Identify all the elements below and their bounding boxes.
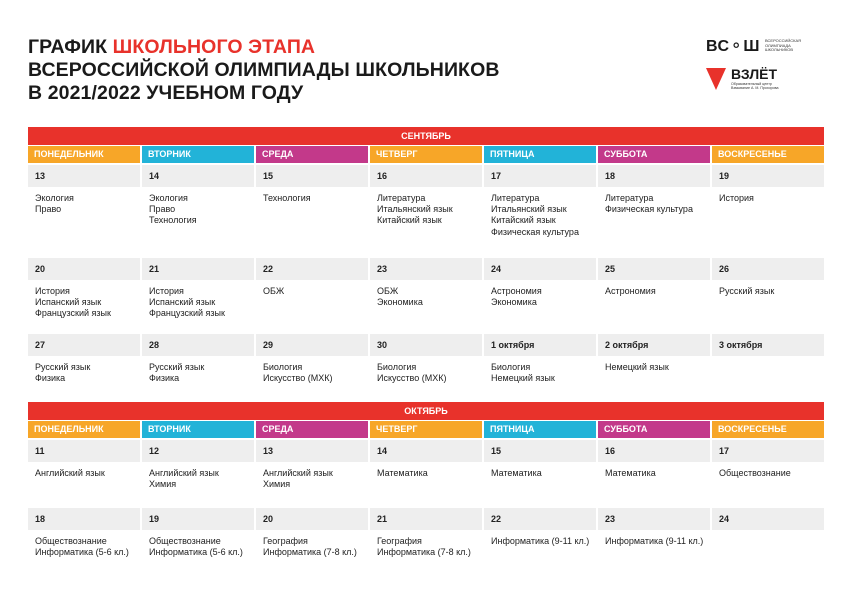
day-date: 28 [142, 334, 254, 356]
subject-item: ОБЖ [263, 286, 285, 296]
subject-item: Физика [149, 373, 180, 384]
subject-list [484, 530, 596, 547]
subject-item: Французский язык [149, 308, 225, 319]
week-row [28, 440, 824, 506]
subject-item: Английский язык [149, 468, 219, 478]
weekday-header: СРЕДА [256, 146, 368, 163]
subject-item: Экология [35, 193, 74, 203]
subject-item: Информатика (5-6 кл.) [35, 547, 129, 558]
subject-item: Обществознание [35, 536, 107, 546]
day-cell [370, 334, 482, 392]
subject-item: Право [149, 204, 176, 215]
subject-item: Китайский язык [377, 215, 442, 226]
subject-list [256, 187, 368, 204]
weekday-header-row [28, 146, 824, 163]
month-header: СЕНТЯБРЬ [28, 127, 824, 145]
day-cell [598, 165, 710, 256]
day-cell [28, 165, 140, 256]
vzlet-v-icon [706, 68, 726, 90]
page-title [28, 36, 500, 105]
subject-list [28, 530, 140, 558]
weekday-header: ВОСКРЕСЕНЬЕ [712, 421, 824, 438]
subject-list [142, 530, 254, 558]
subject-list [370, 462, 482, 479]
weekday-header: ВОСКРЕСЕНЬЕ [712, 146, 824, 163]
subject-item: Немецкий язык [605, 362, 669, 372]
subject-list [484, 356, 596, 384]
week-row [28, 258, 824, 332]
subject-item: Искусство (МХК) [377, 373, 447, 384]
title-line-3: В 2021/2022 УЧЕБНОМ ГОДУ [28, 82, 304, 104]
day-date: 13 [28, 165, 140, 187]
subject-item: Биология [491, 362, 531, 372]
vsosh-logo-mark: ВС⚬Ш [706, 38, 760, 55]
day-cell [256, 334, 368, 392]
day-cell [484, 440, 596, 506]
subject-item: Физическая культура [605, 204, 693, 215]
day-date: 25 [598, 258, 710, 280]
subject-item: Русский язык [149, 362, 205, 372]
day-date: 2 октября [598, 334, 710, 356]
subject-item: Испанский язык [149, 297, 216, 308]
day-date: 16 [370, 165, 482, 187]
subject-item: Биология [377, 362, 417, 372]
subject-item: Астрономия [605, 286, 656, 296]
subject-list [370, 530, 482, 558]
weekday-header: ВТОРНИК [142, 146, 254, 163]
day-date: 1 октября [484, 334, 596, 356]
week-row [28, 334, 824, 392]
day-date: 17 [712, 440, 824, 462]
subject-item: Русский язык [719, 286, 775, 296]
day-date: 29 [256, 334, 368, 356]
subject-list [712, 462, 824, 479]
title-line-2: ВСЕРОССИЙСКОЙ ОЛИМПИАДЫ ШКОЛЬНИКОВ [28, 59, 500, 81]
subject-item: Английский язык [263, 468, 333, 478]
day-date: 20 [28, 258, 140, 280]
day-cell [484, 258, 596, 332]
subject-list [256, 462, 368, 490]
subject-item: Экология [149, 193, 188, 203]
subject-list [598, 280, 710, 297]
day-cell [598, 258, 710, 332]
subject-item: Астрономия [491, 286, 542, 296]
vzlet-logo-mark: ВЗЛЁТ [731, 66, 778, 82]
subject-list [598, 462, 710, 479]
weekday-header: СУББОТА [598, 146, 710, 163]
weekday-header-row [28, 421, 824, 438]
day-cell [712, 440, 824, 506]
day-date: 11 [28, 440, 140, 462]
vzlet-logo [706, 67, 826, 90]
day-cell [28, 440, 140, 506]
subject-list [712, 356, 824, 362]
day-date: 22 [256, 258, 368, 280]
day-cell [142, 334, 254, 392]
day-date: 23 [370, 258, 482, 280]
subject-list [370, 356, 482, 384]
title-accent: ШКОЛЬНОГО ЭТАПА [112, 36, 316, 58]
weekday-header: СРЕДА [256, 421, 368, 438]
day-date: 30 [370, 334, 482, 356]
subject-list [484, 187, 596, 238]
subject-list [712, 530, 824, 536]
subject-list [484, 280, 596, 308]
day-date: 14 [370, 440, 482, 462]
subject-item: История [149, 286, 184, 296]
day-date: 27 [28, 334, 140, 356]
subject-item: История [35, 286, 70, 296]
subject-list [712, 280, 824, 297]
subject-list [370, 280, 482, 308]
subject-item: Информатика (9-11 кл.) [605, 536, 704, 546]
subject-item: История [719, 193, 754, 203]
subject-item: Химия [149, 479, 177, 490]
logos [706, 38, 826, 90]
day-cell [598, 508, 710, 566]
day-date: 18 [598, 165, 710, 187]
subject-item: Литература [377, 193, 426, 203]
month-header: ОКТЯБРЬ [28, 402, 824, 420]
subject-item: Искусство (МХК) [263, 373, 333, 384]
day-date: 12 [142, 440, 254, 462]
subject-list [142, 356, 254, 384]
day-date: 3 октября [712, 334, 824, 356]
vsosh-logo [706, 38, 826, 54]
subject-item: Математика [605, 468, 656, 478]
day-date: 24 [484, 258, 596, 280]
day-date: 21 [370, 508, 482, 530]
weekday-header: ПЯТНИЦА [484, 421, 596, 438]
day-date: 24 [712, 508, 824, 530]
subject-item: Экономика [491, 297, 537, 308]
day-cell [256, 440, 368, 506]
day-cell [598, 334, 710, 392]
day-cell [28, 334, 140, 392]
subject-item: Информатика (7-8 кл.) [377, 547, 471, 558]
day-cell [370, 258, 482, 332]
calendar-september [28, 127, 824, 392]
subject-list [370, 187, 482, 227]
subject-item: Итальянский язык [491, 204, 567, 215]
subject-item: Математика [377, 468, 428, 478]
subject-list [28, 187, 140, 215]
subject-item: Технология [263, 193, 311, 203]
subject-list [598, 356, 710, 373]
weekday-header: ЧЕТВЕРГ [370, 146, 482, 163]
day-date: 20 [256, 508, 368, 530]
subject-list [598, 530, 710, 547]
day-cell [598, 440, 710, 506]
subject-list [256, 356, 368, 384]
subject-item: Литература [605, 193, 654, 203]
day-cell [28, 258, 140, 332]
subject-list [28, 356, 140, 384]
day-cell [484, 334, 596, 392]
subject-list [484, 462, 596, 479]
day-cell [370, 165, 482, 256]
day-cell [370, 508, 482, 566]
subject-item: Технология [149, 215, 197, 226]
vsosh-logo-text: ВСЕРОССИЙСКАЯ ОЛИМПИАДА ШКОЛЬНИКОВ [764, 38, 802, 53]
day-date: 18 [28, 508, 140, 530]
subject-list [142, 187, 254, 227]
day-cell [712, 508, 824, 566]
day-date: 17 [484, 165, 596, 187]
day-date: 13 [256, 440, 368, 462]
day-date: 14 [142, 165, 254, 187]
subject-item: Русский язык [35, 362, 91, 372]
subject-item: Физическая культура [491, 226, 579, 237]
subject-item: Немецкий язык [491, 373, 555, 384]
subject-item: Информатика (7-8 кл.) [263, 547, 357, 558]
day-date: 23 [598, 508, 710, 530]
subject-item: ОБЖ [377, 286, 399, 296]
weekday-header: СУББОТА [598, 421, 710, 438]
day-date: 16 [598, 440, 710, 462]
subject-item: Обществознание [719, 468, 791, 478]
day-cell [142, 508, 254, 566]
weekday-header: ПЯТНИЦА [484, 146, 596, 163]
day-cell [712, 165, 824, 256]
weekday-header: ВТОРНИК [142, 421, 254, 438]
day-date: 26 [712, 258, 824, 280]
subject-item: Литература [491, 193, 540, 203]
day-cell [256, 165, 368, 256]
day-cell [142, 440, 254, 506]
weekday-header: ПОНЕДЕЛЬНИК [28, 146, 140, 163]
subject-item: Испанский язык [35, 297, 102, 308]
subject-list [142, 280, 254, 320]
day-cell [142, 165, 254, 256]
subject-item: Итальянский язык [377, 204, 453, 215]
day-cell [28, 508, 140, 566]
subject-list [256, 530, 368, 558]
day-date: 21 [142, 258, 254, 280]
day-cell [712, 334, 824, 392]
week-row [28, 165, 824, 256]
day-date: 19 [712, 165, 824, 187]
day-cell [484, 508, 596, 566]
day-cell [712, 258, 824, 332]
vzlet-logo-text: Образовательный центр Взмывание А. М. Прохорова [731, 82, 779, 90]
subject-item: Физика [35, 373, 66, 384]
subject-item: География [263, 536, 308, 546]
title-line-1 [28, 36, 500, 59]
subject-item: Французский язык [35, 308, 111, 319]
week-row [28, 508, 824, 566]
subject-list [142, 462, 254, 490]
subject-list [712, 187, 824, 204]
day-cell [256, 508, 368, 566]
day-cell [370, 440, 482, 506]
subject-list [28, 462, 140, 479]
day-date: 15 [256, 165, 368, 187]
day-cell [484, 165, 596, 256]
subject-item: Математика [491, 468, 542, 478]
subject-item: Английский язык [35, 468, 105, 478]
day-cell [142, 258, 254, 332]
subject-item: Экономика [377, 297, 423, 308]
weekday-header: ПОНЕДЕЛЬНИК [28, 421, 140, 438]
subject-item: Право [35, 204, 62, 215]
vzlet-logo-textblock [731, 67, 783, 90]
subject-item: Информатика (9-11 кл.) [491, 536, 590, 546]
day-date: 15 [484, 440, 596, 462]
subject-item: Биология [263, 362, 303, 372]
subject-item: Информатика (5-6 кл.) [149, 547, 243, 558]
subject-item: География [377, 536, 422, 546]
subject-item: Китайский язык [491, 215, 556, 226]
day-date: 19 [142, 508, 254, 530]
subject-item: Химия [263, 479, 291, 490]
subject-item: Обществознание [149, 536, 221, 546]
weekday-header: ЧЕТВЕРГ [370, 421, 482, 438]
subject-list [256, 280, 368, 297]
day-cell [256, 258, 368, 332]
subject-list [28, 280, 140, 320]
day-date: 22 [484, 508, 596, 530]
title-prefix: ГРАФИК [28, 36, 113, 58]
calendar-october [28, 402, 824, 566]
subject-list [598, 187, 710, 215]
